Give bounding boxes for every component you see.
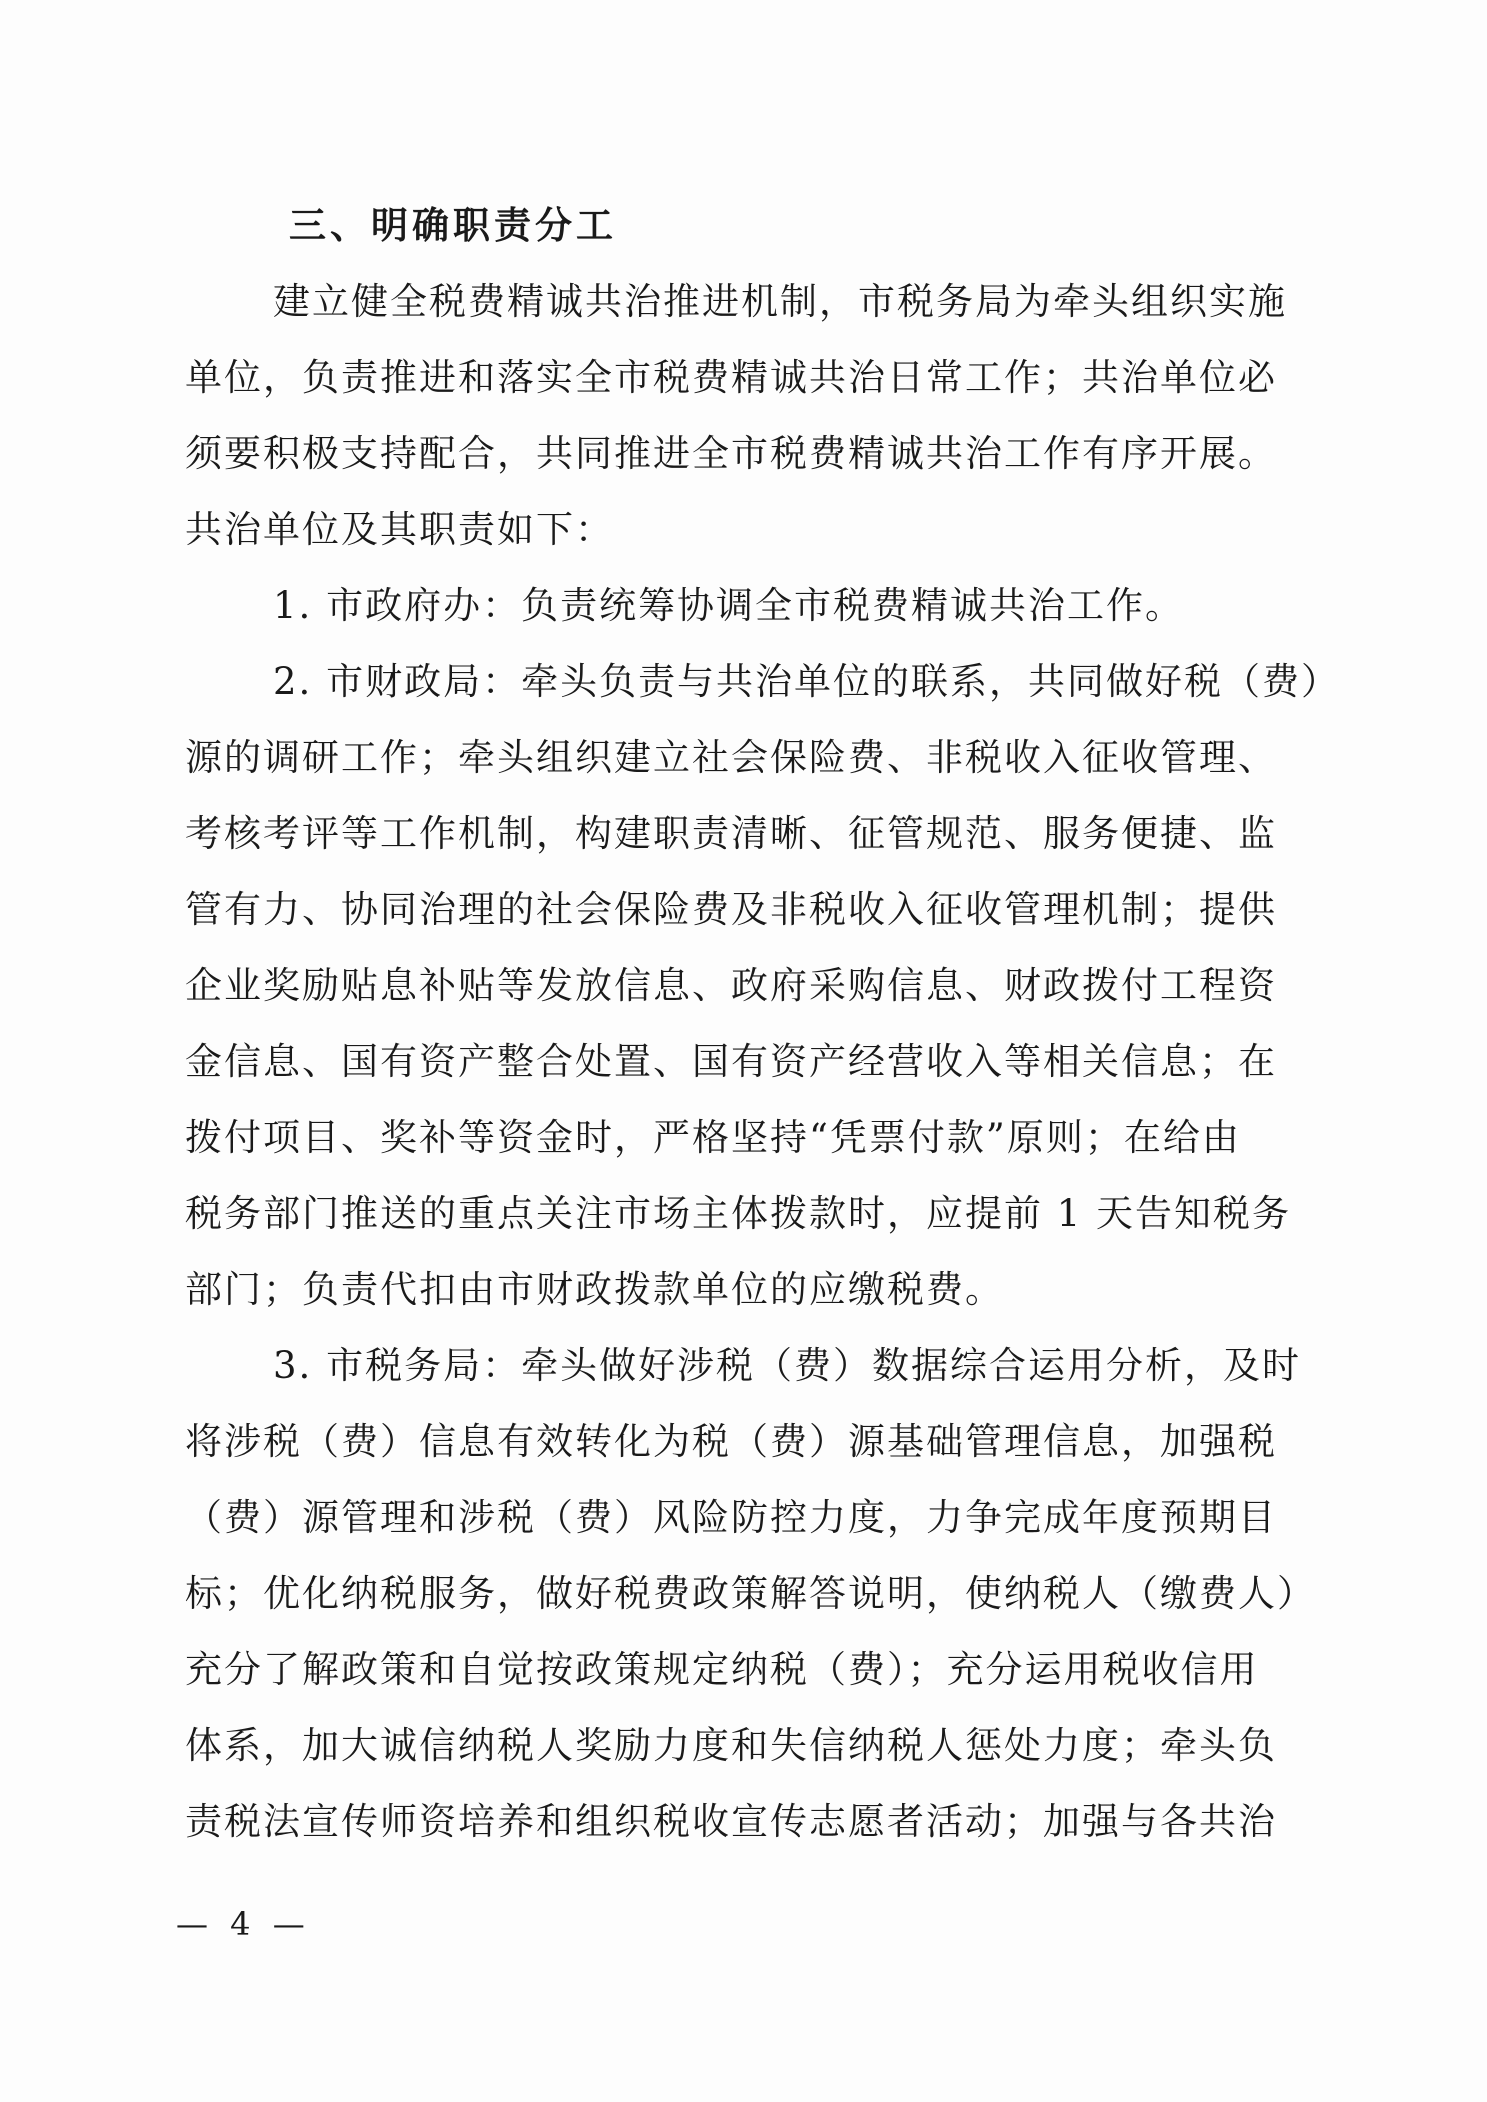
text-line: 充分了解政策和自觉按政策规定纳税（费）；充分运用税收信用	[185, 1648, 1259, 1691]
text-line: 企业奖励贴息补贴等发放信息、政府采购信息、财政拨付工程资	[185, 964, 1277, 1007]
text-line: 金信息、国有资产整合处置、国有资产经营收入等相关信息；在	[185, 1040, 1277, 1083]
text-line: 建立健全税费精诚共治推进机制，市税务局为牵头组织实施	[273, 280, 1287, 323]
page-number: — 4 —	[176, 1905, 311, 1943]
text-line: 体系，加大诚信纳税人奖励力度和失信纳税人惩处力度；牵头负	[185, 1724, 1277, 1767]
document-body	[185, 188, 1341, 1860]
text-line: 管有力、协同治理的社会保险费及非税收入征收管理机制；提供	[185, 888, 1277, 931]
text-line: 标；优化纳税服务，做好税费政策解答说明，使纳税人（缴费人）	[185, 1572, 1316, 1615]
text-line: 考核考评等工作机制，构建职责清晰、征管规范、服务便捷、监	[185, 812, 1277, 855]
text-line: 2. 市财政局：牵头负责与共治单位的联系，共同做好税（费）	[273, 660, 1341, 703]
text-line: 单位，负责推进和落实全市税费精诚共治日常工作；共治单位必	[185, 356, 1277, 399]
text-line: 将涉税（费）信息有效转化为税（费）源基础管理信息，加强税	[185, 1420, 1277, 1463]
paragraph-lines	[185, 264, 1341, 1860]
text-line: 3. 市税务局：牵头做好涉税（费）数据综合运用分析，及时	[273, 1344, 1302, 1387]
section-heading: 三、明确职责分工	[289, 204, 617, 247]
text-line: 税务部门推送的重点关注市场主体拨款时，应提前 1 天告知税务	[185, 1192, 1292, 1235]
text-line: 拨付项目、奖补等资金时，严格坚持“凭票付款”原则；在给由	[185, 1116, 1241, 1159]
text-line: 共治单位及其职责如下：	[185, 508, 614, 551]
text-line: 责税法宣传师资培养和组织税收宣传志愿者活动；加强与各共治	[185, 1800, 1277, 1843]
text-line: 须要积极支持配合，共同推进全市税费精诚共治工作有序开展。	[185, 432, 1277, 475]
text-line: （费）源管理和涉税（费）风险防控力度，力争完成年度预期目	[185, 1496, 1277, 1539]
text-line: 源的调研工作；牵头组织建立社会保险费、非税收入征收管理、	[185, 736, 1277, 779]
text-line: 部门；负责代扣由市财政拨款单位的应缴税费。	[185, 1268, 1004, 1311]
text-line: 1. 市政府办：负责统筹协调全市税费精诚共治工作。	[273, 584, 1185, 627]
